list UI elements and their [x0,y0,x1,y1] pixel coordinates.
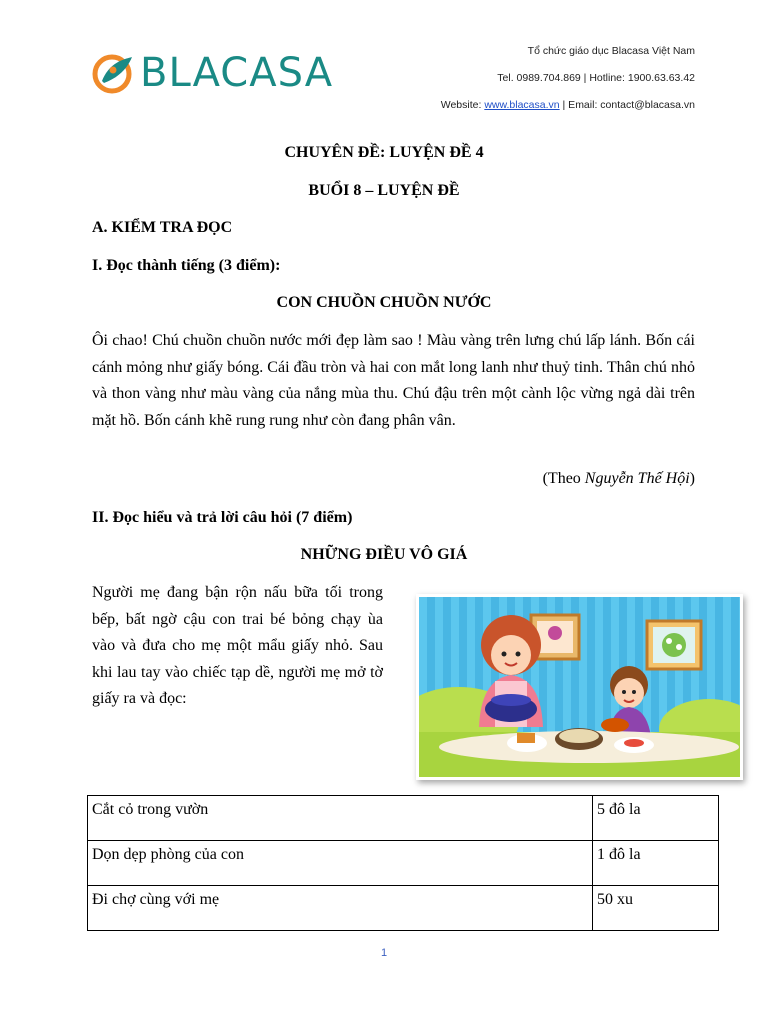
table-row [88,796,719,841]
logo-text: BLACASA [140,50,334,96]
passage1-text: Ôi chao! Chú chuồn chuồn nước mới đẹp làm sao ! Màu vàng trên lưng chú lấp lánh. Bốn cái cánh mỏng như giấy bóng. Cái đầu tròn và hai con mắt long lanh như thuỷ tinh. Thân chú nhỏ và thon vàng như màu vàng của nắng mùa thu. Chú đậu trên một cành lộc vừng ngả dài trên mặt hồ. Bốn cánh khẽ rung rung như còn đang phân vân. [92,332,695,429]
jobs-table [87,795,719,931]
website-label: Website: [440,99,485,111]
page-number: 1 [380,947,388,959]
passage2-title: NHỮNG ĐIỀU VÔ GIÁ [300,546,468,563]
email-label: | Email: contact@blacasa.vn [559,99,695,111]
source-prefix: (Theo [542,470,585,487]
passage2-text: Người mẹ đang bận rộn nấu bữa tối trong bếp, bất ngờ cậu con trai bé bỏng chạy ùa vào và đưa cho mẹ một mẩu giấy nhỏ. Sau khi lau tay vào chiếc tạp dề, người mẹ mở tờ giấy ra và đọc: [92,584,383,708]
session-title: BUỔI 8 – LUYỆN ĐỀ [308,182,460,199]
task-cell: Cắt cỏ trong vườn [88,796,593,841]
passage1-title: CON CHUỒN CHUỒN NƯỚC [276,294,492,311]
illustration-image [419,597,740,777]
website-link[interactable]: www.blacasa.vn [484,99,560,111]
price-cell: 50 xu [593,886,719,931]
passage1-source [543,470,695,488]
section-a-heading: A. KIỂM TRA ĐỌC [92,219,233,236]
source-suffix: ) [689,470,695,487]
topic-title: CHUYÊN ĐỀ: LUYỆN ĐỀ 4 [284,144,484,161]
task-cell: Dọn dẹp phòng của con [88,841,593,886]
table-row [88,841,719,886]
price-cell: 5 đô la [593,796,719,841]
task-cell: Đi chợ cùng với mẹ [88,886,593,931]
mother-son-kitchen-illustration [416,594,743,780]
phone-line: Tel. 0989.704.869 | Hotline: 1900.63.63.42 [497,72,695,84]
author-name: Nguyễn Thế Hội [584,470,690,487]
blacasa-logo [92,48,333,98]
table-row [88,886,719,931]
price-cell: 1 đô la [593,841,719,886]
blacasa-logo-icon [92,51,136,95]
part-1-heading: I. Đọc thành tiếng (3 điểm): [92,257,281,274]
part-2-heading: II. Đọc hiểu và trả lời câu hỏi (7 điểm) [92,509,353,526]
org-line: Tổ chức giáo dục Blacasa Việt Nam [527,45,695,57]
contact-block [441,42,695,123]
website-line [441,96,695,123]
